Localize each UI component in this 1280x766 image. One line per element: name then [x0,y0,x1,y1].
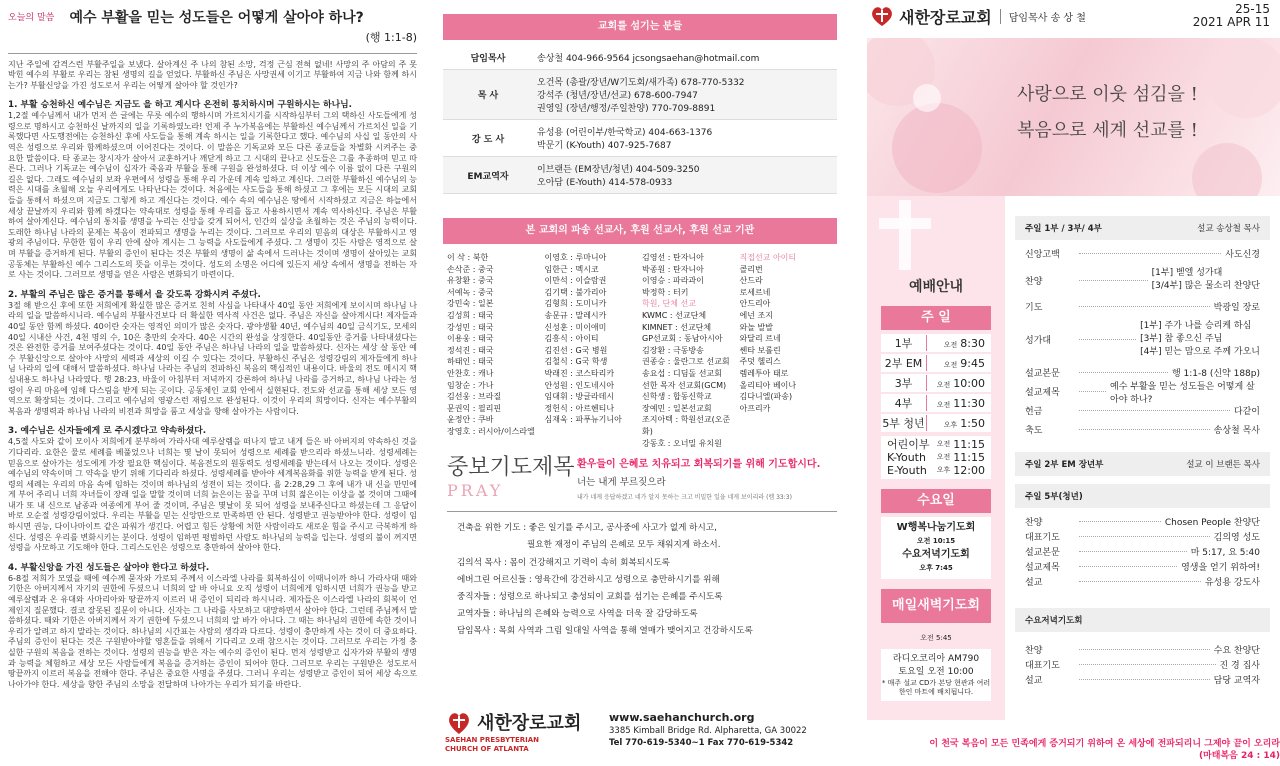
missionary-item: 와달리 르네 [739,334,781,344]
order-sunday-youth: 주일 5부(청년) 찬양 Chosen People 찬양단 대표기도 김의영 성도 설교본문 마 5:17, 요 5:40 설교제목 영생을 얻기 위하여! 설교 유성용 강도사 [1015,484,1270,589]
missionary-item: 임한근 : 멕시코 [544,264,599,274]
sermon-tag: 오늘의 말씀 [8,13,55,23]
prayer-title: 중보기도제목 [447,455,575,481]
cover-panel [855,0,1280,766]
missionary-item: 정석진 : 태국 [447,345,494,355]
missionary-item: 로세르네 [739,287,771,297]
order-sunday-em: 주일 2부 EM 장년부 설교 이 브랜든 목사 [1015,452,1270,476]
order-row: 찬양 [1부] 벧엘 성가대 [3/4부] 많은 물소리 찬양단 [1025,268,1260,291]
missionary-item: 문권익 : 필리핀 [447,403,502,413]
missionary-item: 이 삭 : 북한 [447,253,489,262]
issue-number: 25-15 [1235,2,1270,16]
order-row: 설교제목 예수 부활을 믿는 성도들은 어떻게 살아야 하나? [1025,381,1255,405]
missionary-item: 신학생 : 합동신학교 [642,392,712,402]
missionary-item: 김형희 : 도미니카 [544,299,607,309]
section-4-body: 6-8절 저희가 모였을 때에 예수께 묻자와 가로되 주께서 이스라엘 나라를 회복하심이 이때니이까 하니 가라사대 때와 기한은 아버지께서 자기의 권한에 두셨으니 너희의 알 바 아니요 오직 성령이 너희에게 임하시면 너희가 권능을 받고 예루살렘과 온 유대와 사마리아와 땅끝까지 이르러 내 증인이 되리라 하시니라. 제자들은 이스라엘 나라의 회복이 언제인지 질문했다. 결코 잘못된 질문이 아니다. 신자는 그 나라를 사모하고 대망하면서 살아야 한다. 그런데 주님께서 말씀하셨다. 때와 기한은 아버지께서 자기 권한에 두셨으니 너희의 알 바가 아니다. 그 때는 하나님의 권한에 속한 것이니 우리가 알려고 하지 말라는 것이다. 하나님의 시간표는 사람의 생각과 다르다. 성령이 충만하게 사는 것이 더 중요하다. 주님의 증인이 된다는 것은 구원받아야할 영혼들을 위해서 기다리고 오래 참으시는 것이다. 그러므로 우리는 가정 충실한 구원의 복음을 전하는 것이다. 성령의 권능을 받은 자는 예수의 증인이 된다. 먼저 성령받고 십자가와 부활의 생명과 능력을 체험하고 세상 모든 사람들에게 복음을 증거하는 증인이 되어야 한다. 그러므로 우리는 구원받은 성도로서 땅끝까지 이르러 복음을 전해야 한다. 주님은 중요한 사명을 주셨다. 그러니 우리는 성령받고 증인이 되어 세상 속으로 나아가야 한다. 세상을 향한 주님의 소망을 전달하며 나아가는 우리가 되기를 바란다. [8,573,417,689]
section-1-body: 1,2절 예수님께서 내가 먼저 쓴 글에는 무릇 예수의 행하시며 가르치시기를 시작하심부터 그의 택하신 사도들에게 성령으로 명하시고 승천하신 날까지의 일을 기록하였노라! 언제 주 누가복음에는 부활하신 예수님께서 가르치신 일을 기록했다면 사도행전에는 승천하신 후에 사도들을 통해 계속 하시는 일을 기록한다고 했다. 예수님의 사십 일 동안의 사역은 성령으로 우리와 함께하셨으며 이어진다는 것이다. 이 말씀은 기독교와 모든 다른 종교들을 차별화 시켜주는 중요한 말씀이다. 타 종교는 창시자가 살아서 교훈하거나 깨닫게 하고 그 시대의 끝나고 신도들은 그를 추종하며 믿고 따른다. 그러나 기독교는 예수님이 십자가 죽음과 부활을 통해 구원을 완성하셨다. 더 이상 예수 이름 없이 다른 구원의 길은 없다. 그래도 예수님의 보좌 우편에서 성령을 통해 우리 가운데 계속 일하고 계신다. 그러한 부활하신 예수님의 능력은 시대를 초월해 오늘 우리에게도 나타난다는 것이다. 처음에는 사도들을 통해 하셨고 그 후에는 모든 시대의 교회들을 통해서 하셨으며 지금도 그렇게 하고 계신다는 것이다. 예수 속의 예수님은 땅에서 시작하셨고 지금은 하늘에서 세상 끝날까지 우리와 함께 하겠다는 약속대로 성령을 통해 우리를 돕고 사용하시면서 계속 역사하신다. 주님은 부활하여 살아계신다. 예수님의 통치를 생명을 누리는 신앙을 갖게 되어서, 인간의 실상을 초월하는 것은 주님의 능력이다. 도래한 하나님 나라의 문제는 복음이 전파되고 생명을 누리는 것이다. 그러므로 우리의 믿음의 대상은 부활하시고 영광의 주님이다. 무한한 힘이 우리 안에 살아 계시는 그 능력을 사도들에게 주셨다. 그 생명이 깃든 사람은 영적으로 살며 부활을 증거하게 된다. 부활의 증인이 된다는 것은 부활의 생명이 삶 속에서 드러나는 것이며 생명이 살아있는 교회공동체는 부활하신 예수 그리스도의 뜻을 이루는 것이다. 성도의 소명은 어디에 있든지 세상 속에서 생명을 전하는 자로 사는 것이다. 그러므로 생명을 얻은 사람은 변화되기 마련이다. [8,111,417,280]
youth-services [881,436,991,479]
order-row: 찬양 수요 찬양단 [1025,646,1260,656]
prayer-highlight: 환우들이 은혜로 치유되고 회복되기를 위해 기도합시다. [577,459,821,471]
church-tel: Tel 770-619-5340~1 Fax 770-619-5342 [609,738,794,748]
missionary-item: 선한 목자 선교회(GCM) [642,380,727,390]
missionary-item: 박래진 : 코스타리카 [544,368,615,378]
prayer-sub: PRAY [447,481,504,501]
order-row: 헌금 다같이 [1025,407,1260,417]
footer [425,708,855,754]
staff-row: 강 도 사 유성용 (어린이부/한국학교) 404-663-1376 박문기 (K-Youth) 407-925-7687 [443,120,837,157]
missionary-item: 쎈타 보롤린 [739,345,781,355]
missionary-item: 송요섭 : 디딤돌 선교회 [642,368,722,378]
dawn-heading: 매일새벽기도회 [881,589,991,623]
missionary-item: 김흥식 : 아이티 [544,334,599,344]
order-wednesday: 수요저녁기도회 찬양 수요 찬양단 대표기도 진 경 집사 설교 담당 교역자 [1015,608,1270,687]
missionary-item: KWMC : 선교단체 [642,310,707,320]
missionary-item: 김철식 : G국 학생 [544,357,608,367]
missionary-item: KIMNET : 선교단체 [642,322,712,332]
order-sunday-main: 주일 1부 / 3부/ 4부 설교 송상철 목사 신앙고백 사도신경 찬양 [1부] 벧엘 성가대 [3/4부] 많은 물소리 찬양단 기도 박광일 장로 성가대 [1부] 주가 나를 승리케 하심 [3부] 참 좋으신 주님 [4부] 믿는 맘으로 주께 가오니 설교본문 행 1:1-8 (신약 188p) 설교제목 예수 부활을 믿는 성도들은 어떻게 살아야 하나? 헌금 다같이 축도 송상철 목사 [1015,216,1270,441]
radio-info: 라디오코리아 AM790 토요일 오전 10:00 * 매주 설교 CD가 본당 현관과 여러 한인 마트에 배치됩니다. [881,649,991,701]
prayer-header [447,455,837,501]
order-row: 기도 박광일 장로 [1025,303,1260,313]
section-3-body: 4,5절 사도와 같이 모이사 저희에게 분부하여 가라사대 예루살렘을 떠나지 말고 내게 들은 바 아버지의 약속하신 것을 기다리라. 요한은 물로 세례를 베풀었으나 너희는 몇 날이 못되어 성령으로 세례를 받으리라 하셨느니라. 성령세례는 믿음으로 살아가는 성도에게 가장 필요한 핵심이다. 복음전도의 원동력도 성령세례를 받는데서 나오는 것이다. 성령은 예수님의 약속이며 그 약속을 받기 위해 기다리라 하셨다. 성령세례를 받아야 세계복음화를 위한 능력을 받게 된다. 성령의 세례는 우리의 마음 속에 임하는 것이며 하나님의 성전이 되는 것이다. 욜 2:28,29 그 후에 내가 내 신을 만민에게 부어 주리니 너희 자녀들이 장래 일을 말할 것이며 너희 늙은이는 꿈을 꾸며 너희 젊은이는 이상을 볼 것이며 그때에 내가 또 내 신으로 남종과 여종에게 부어 줄 것이며, 주님은 몇날이 못 되어 성령을 보내주신다고 하셨는데 그 응답이 바로 오순절 성령강림이었다. 우리는 부활을 믿는 신앙만으로 만족하면 안 된다. 성령받고 권능받아야 한다. 성령이 임하시면 권능, 다이나마이트 같은 파워가 생긴다. 어렵고 힘든 상황에 처한 사람이라도 새로운 힘을 주시고 극복하게 하신다. 성령은 우리를 변화시키는 분이다. 성령이 임하면 평범하던 사람도 하나님의 능력을 입는다. 성령의 불이 꺼지면 성령을 사모하고 기도해야 한다. 그리스도인은 성령으로 충만하여 살아야 한다. [8,437,417,553]
youth-row: K-Youth 오전 11:15 [887,451,985,464]
missionary-item: 이용웅 : 태국 [447,334,494,344]
church-url[interactable]: www.saehanchurch.org [609,711,755,724]
missionary-item: 정헌식 : 아르헨티나 [544,403,615,413]
hero-caption-1: 사랑으로 이웃 섬김을 ! [1017,84,1198,105]
missionary-item: 박정학 : 터키 [642,287,689,297]
wednesday-services: W행복나눔기도회 오전 10:15 수요저녁기도회 오후 7:45 [881,517,991,579]
mission-column-2 [545,252,643,449]
sermon-panel [0,0,425,766]
missionary-item: 장예민 : 일본선교회 [642,403,712,413]
mission-column-3 [642,252,740,449]
missionary-item: 김성희 : 태국 [447,310,494,320]
missionary-item: 김장환 : 극동방송 [642,345,704,355]
service-row: 3부 오전 10:00 [881,374,991,392]
footer-logo [425,708,595,754]
missionary-item: 강성민 : 태국 [447,322,494,332]
dawn-time: 오전 5:45 [920,634,952,642]
order-row: 설교본문 마 5:17, 요 5:40 [1025,548,1260,558]
service-row: 4부 오전 11:30 [881,394,991,412]
missionary-item: 조지아텍 : 학원선교(오준화) [642,415,731,436]
wednesday-heading: 수요일 [881,489,991,513]
missionary-item: 박종원 : 탄자니아 [642,264,704,274]
missionary-item: 권종승 : 울란그로 선교회 [642,357,730,367]
section-2-heading: 2. 부활의 주님은 많은 증거를 통해서 을 갖도록 강화시켜 주셨다. [8,289,261,300]
section-3-heading: 3. 예수님은 신자들에게 로 주시겠다고 약속하셨다. [8,426,207,437]
missionary-item: 김다니엘(파송) [739,392,793,402]
missionary-item: 임창순 : 가나 [447,380,494,390]
mission-column-4 [740,252,838,449]
sermon-title: 예수 부활을 믿는 성도들은 어떻게 살아야 하나? [69,9,364,26]
missionary-item: 산드라 [739,276,763,286]
missionary-item: 와놀 발발 [739,322,773,332]
footer-church-name: 새한장로교회 [477,713,582,734]
issue-date: 2021 APR 11 [1192,15,1270,29]
order-row: 설교본문 행 1:1-8 (신약 188p) [1025,369,1260,379]
missionary-item: 아프리카 [739,403,771,413]
mission-column-1 [447,252,545,449]
section-1-heading: 1. 부활 승천하신 예수님은 지금도 을 하고 계시다 온전히 통치하시며 구원하시는 하나님. [8,100,352,111]
missionary-item: 김기택 : 불가리아 [544,287,607,297]
sermon-intro: 지난 주일에 감격스런 부활주일을 보냈다. 살아계신 주 나의 참된 소망, 걱정 근심 전혀 없네! 사망의 주 아담의 주 못박힌 예수의 부활로 우리는 참된 생명의 길을 얻었다. 부활하신 주님은 사망권세 이기고 부활하여 지금 나와 함께 하시는가? 부활신앙을 가진 성도로서 우리는 어떻게 살아야 할 것인가? [8,59,417,90]
order-row: 대표기도 김의영 성도 [1025,533,1260,543]
order-row: 설교 담당 교역자 [1025,676,1260,686]
cover-church-name: 새한장로교회 [899,7,992,27]
prayer-item: 김의석 목사 : 몸이 건강해지고 기력이 속히 회복되시도록 [457,557,670,568]
mission-band: 본 교회의 파송 선교사, 후원 선교사, 후원 선교 기관 [443,218,837,244]
order-row: 찬양 Chosen People 찬양단 [1025,518,1260,528]
footer-en-1: SAEHAN PRESBYTERIAN [445,736,540,744]
section-2-body: 3절 해 받으신 후에 또한 저희에게 확실한 많은 증거로 친히 사심을 나타내사 40일 동안 저희에게 보이시며 하나님 나라의 일을 말씀하시니라. 예수님의 부활사건보다 더 확실한 역사적 사건은 없다. 주님은 자신을 살아계시다! 제자들과 40일 동안 함께 하셨다. 40이란 숫자는 영적인 의미가 많은 숫자다. 광야생활 40년, 예수님의 40일 금식기도, 모세의 40일 시내산 사건, 4천 명의 수, 10은 충만의 숫자다. 40은 시간의 완성을 상징한다. 40일동안 증거를 나타내셨다는 것은 완전한 증거를 보여주셨다는 것이다. 40일 동안 주님은 하나님 나라의 일을 말씀하셨다. 신자는 세상 살 동안 예수 부활신앙으로 살아야 사망의 세력과 세상의 이길 수 있다는 것이다. 부활하신 주님은 성령강림의 제자들에게 하나님 나라의 일에 대해서 말씀하셨다. 하나님 나라는 주님의 전파하신 복음의 핵심적인 내용이다. 바울의 전도 메시지 핵심내용도 하나님 나라였다. 행 28:23, 바울이 아침부터 저녁까지 강론하여 하나님 나라를 증거하고, 하나님 나라는 성령이 우리 마음에 임해 다스림을 받게 되는 곳이다. 공동체인 교회 안에서 실현된다. 전도와 선교를 통해 세상 모든 영역으로 확장되는 것이다. 그리고 예수님의 영광스런 재림으로 완성된다. 이것이 우리의 희망이다. 신자는 예수부활의 복음과 생명력과 하나님 나라의 비전과 희망을 품고 세상을 향해 살아가는 사람이다. [8,300,417,416]
prayer-verse: 너는 내게 부르짖으라 [577,477,666,489]
order-row: 신앙고백 사도신경 [1025,250,1260,260]
prayer-item: 담임목사 : 목회 사역과 그림 일대일 사역을 통해 열매가 맺어지고 건강하시도록 [457,626,753,637]
hero-banner [867,38,1280,196]
service-row: 2부 EM 오전 9:45 [881,354,991,372]
missionary-item: 안드리아 [739,299,771,309]
order-row: 축도 송상철 목사 [1025,426,1260,436]
prayer-item: 중직자들 : 성령으로 하나되고 충성되이 교회를 섬기는 은혜를 주시도록 [457,591,723,602]
church-address: 3385 Kimball Bridge Rd. Alpharetta, GA 30022 [609,725,807,736]
service-row: 1부 오전 8:30 [881,334,991,352]
church-info-panel [425,0,855,766]
closing-verse: 이 천국 복음이 모든 민족에게 증거되기 위하여 온 세상에 전파되리니 그제야 끝이 오리라 (마태복음 24 : 14) [929,739,1280,761]
missionary-item: 장영호 : 러시아/이스라엘 [447,426,535,436]
missionary-item: 송문규 : 말레시카 [544,310,607,320]
staff-row: 담임목사 송상철 404-966-9564 jcsongsaehan@hotmail.com [443,46,837,70]
youth-row: E-Youth 오후 12:00 [887,464,985,477]
missionary-item: 유창환 : 중국 [447,276,494,286]
hero-caption-2: 복음으로 세계 선교를 ! [1017,120,1198,141]
section-4-heading: 4. 부활신앙을 가진 성도들은 살아야 한다고 하셨다. [8,562,210,573]
prayer-verse-detail: 내가 네게 응답하겠고 네가 알지 못하는 크고 비밀한 일을 네게 보이리라 (렘 33:3) [577,494,792,502]
prayer-item: 필요한 재정이 주님의 은혜로 모두 채워지게 하소서. [527,540,721,551]
missionary-item: 서예녹 : 중국 [447,287,494,297]
divider [8,53,417,54]
youth-row: 어린이부 오전 11:15 [887,438,985,451]
missionary-item: 에넌 조지 [739,310,773,320]
staff-band: 교회를 섬기는 분들 [443,14,837,40]
missionary-item: 주덧 헬리스 [739,357,781,367]
missionary-item: 학원, 단체 선교 [642,299,696,309]
order-row: 성가대 [1부] 주가 나를 승리케 하심 [3부] 참 좋으신 주님 [4부] 믿는 맘으로 주께 가오니 [1025,321,1260,357]
service-row: 5부 청년 오후 1:50 [881,414,991,432]
missionary-item: 손삭준 : 중국 [447,264,494,274]
missionary-item: 렘레투아 태로 [739,368,789,378]
worship-guide [867,196,1005,720]
prayer-item: 에버그린 어르신들 : 영육간에 강건하시고 성령으로 충만하시기를 위해 [457,574,720,585]
missionary-item: 임대휘 : 방글라데시 [544,392,615,402]
missionary-item: 안찬호 : 캐나 [447,368,494,378]
order-row: 설교 유성용 강도사 [1025,578,1260,588]
footer-en-2: CHURCH OF ATLANTA [445,745,529,753]
missionary-item: 이영승 : 파라과이 [642,276,704,286]
missionary-item: 심재욱 : 파푸뉴기니아 [544,415,622,425]
missionary-item: 윤정안 : 쿠바 [447,415,494,425]
staff-table [443,46,837,194]
cross-icon [875,200,935,270]
prayer-items [447,511,837,640]
prayer-item: 교역자들 : 하나님의 은혜와 능력으로 사역을 더욱 잘 감당하도록 [457,609,698,620]
sermon-ref: (행 1:1-8) [365,30,417,44]
missionary-item: 김진선 : G국 병원 [544,345,608,355]
missionary-item: 직접선교 아이티 [739,253,797,262]
missionary-item: 강동호 : 오너밀 유치원 [642,438,722,448]
missionary-item: 김선웅 : 브라질 [447,392,502,402]
cover-pastor: 담임목사 송 상 철 [1000,9,1086,24]
order-row: 대표기도 진 경 집사 [1025,661,1260,671]
mission-list [447,252,837,449]
cover-header [855,0,1280,32]
missionary-item: 강민숙 : 일본 [447,299,494,309]
staff-row: 목 사 오건목 (총괄/장년/W기도회/새가족) 678-770-5332 강석주 (청년/장년/선교) 678-600-7947 권영일 (장년/행정/주일찬양) 770-709-8891 [443,70,837,120]
missionary-item: GP선교회 : 동남아시아 [642,334,723,344]
missionary-item: 이영호 : 루마니아 [544,253,607,262]
order-row: 설교제목 영생을 얻기 위하여! [1025,563,1260,573]
missionary-item: 신성훈 : 미이애미 [544,322,607,332]
worship-title: 예배안내 [908,279,964,295]
missionary-item: 김영선 : 탄자니아 [642,253,704,262]
staff-row: EM교역자 이브랜든 (EM장년/청년) 404-509-3250 오아담 (E-Youth) 414-578-0933 [443,157,837,194]
missionary-item: 하태인 : 태국 [447,357,494,367]
missionary-item: 콜리번 [739,264,763,274]
missionary-item: 올리티아 베이나 [739,380,797,390]
church-logo-icon [869,5,895,27]
church-logo-icon [445,708,473,736]
sunday-heading: 주 일 [881,306,991,330]
prayer-item: 건축을 위한 기도 : 좋은 일기를 주시고, 공사중에 사고가 없게 하시고, [457,523,717,534]
missionary-item: 안성원 : 인도네시아 [544,380,615,390]
missionary-item: 이만석 : 이슬람권 [544,276,607,286]
